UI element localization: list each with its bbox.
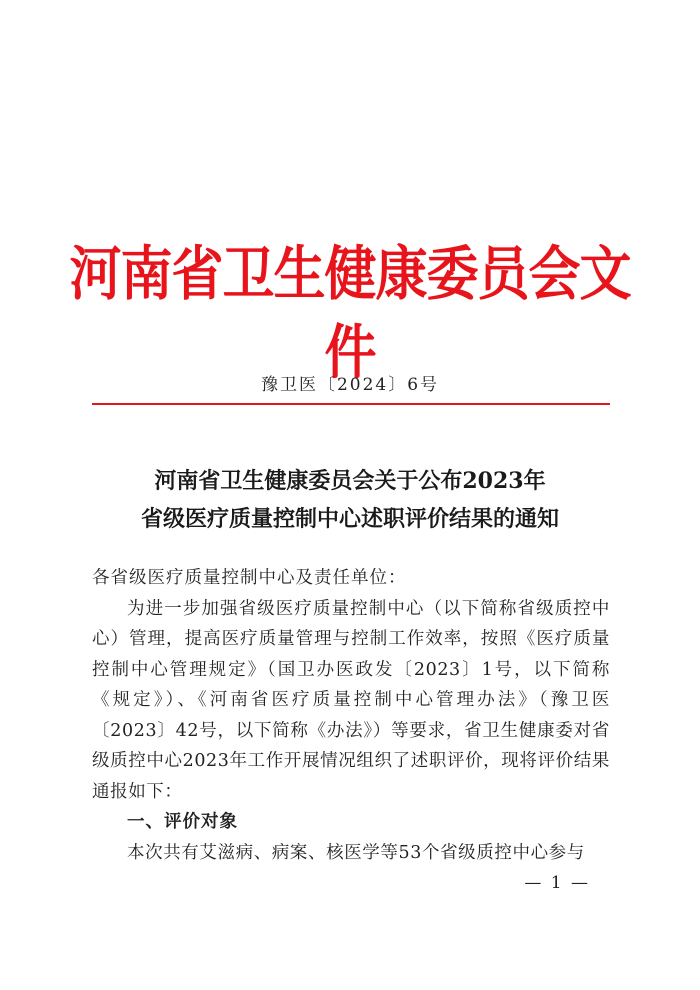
paragraph-2: 本次共有艾滋病、病案、核医学等53个省级质控中心参与	[127, 842, 585, 863]
paragraph-1: 为进一步加强省级医疗质量控制中心（以下简称省级质控中心）管理，提高医疗质量管理与控制工作效率，按照《医疗质量控制中心管理规定》（国卫办医政发〔2023〕1号，以下简称《规定》）、《河南省医疗质量控制中心管理办法》（豫卫医〔2023〕42号，以下简称《办法》）等要求，省卫生健康委对省级质控中心2023年工作开展情况组织了述职评价，现将评价结果通报如下：	[92, 598, 610, 802]
section-heading-1: 一、评价对象	[127, 812, 238, 832]
salutation: 各省级医疗质量控制中心及责任单位：	[92, 568, 407, 588]
notice-title	[60, 462, 640, 538]
red-divider-line	[92, 403, 610, 405]
notice-title-line-2: 省级医疗质量控制中心述职评价结果的通知	[140, 506, 559, 532]
document-number: 豫卫医〔2024〕6号	[260, 375, 440, 395]
body-text	[92, 563, 610, 868]
issuer-red-header: 河南省卫生健康委员会文件	[69, 241, 631, 388]
notice-title-line-1: 河南省卫生健康委员会关于公布2023年	[154, 468, 546, 494]
page-number: — 1 —	[524, 873, 590, 893]
